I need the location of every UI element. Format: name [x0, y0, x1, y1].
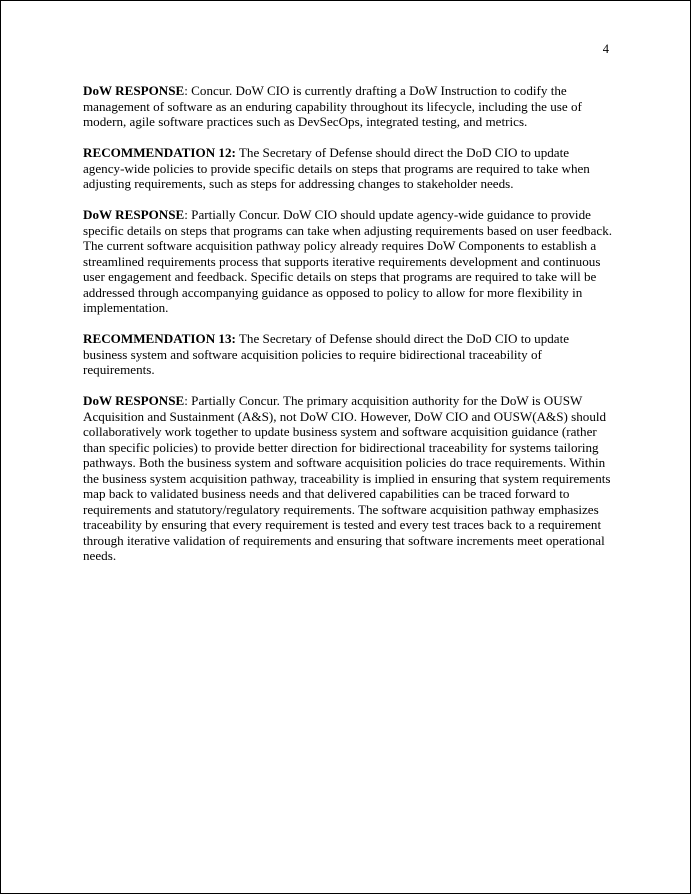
- paragraph-text: : Concur. DoW CIO is currently drafting a DoW Instruction to codify the management of software as an enduring capability throughout its lifecycle, including the use of modern, agile software practices such as DevSecOps, integrated testing, and metrics.: [83, 83, 582, 129]
- paragraph-text: The Secretary of Defense should direct the DoD CIO to update business system and software acquisition policies to require bidirectional traceability of requirements.: [83, 331, 570, 377]
- paragraph-heading: DoW RESPONSE: [83, 83, 185, 98]
- paragraph-heading: RECOMMENDATION 12:: [83, 145, 236, 160]
- recommendation-paragraph: [83, 145, 613, 192]
- response-paragraph: [83, 83, 613, 130]
- paragraph-heading: DoW RESPONSE: [83, 393, 185, 408]
- paragraph-heading: DoW RESPONSE: [83, 207, 185, 222]
- response-paragraph: [83, 207, 613, 316]
- recommendation-paragraph: [83, 331, 613, 378]
- paragraph-text: : Partially Concur. The primary acquisition authority for the DoW is OUSW Acquisition and Sustainment (A&S), not DoW CIO. However, DoW CIO and OUSW(A&S) should collaboratively work together to update business system and software acquisition guidance (rather than specific policies) to provide better direction for bidirectional traceability for systems tailoring pathways. Both the business system and software acquisition policies do trace requirements. Within the business system acquisition pathway, traceability is implied in ensuring that system requirements map back to validated business needs and that delivered capabilities can be traced forward to requirements and statutory/regulatory requirements. The software acquisition pathway emphasizes traceability by ensuring that every requirement is tested and every test traces back to a requirement through iterative validation of requirements and ensuring that software increments meet operational needs.: [83, 393, 611, 563]
- page-body: [83, 83, 613, 579]
- response-paragraph: [83, 393, 613, 564]
- paragraph-heading: RECOMMENDATION 13:: [83, 331, 236, 346]
- paragraph-text: The Secretary of Defense should direct the DoD CIO to update agency-wide policies to provide specific details on steps that programs are required to take when adjusting requirements, such as steps for addressing changes to stakeholder needs.: [83, 145, 590, 191]
- paragraph-text: : Partially Concur. DoW CIO should update agency-wide guidance to provide specific details on steps that programs can take when adjusting requirements based on user feedback. The current software acquisition pathway policy already requires DoW Components to establish a streamlined requirements process that supports iterative requirements development and continuous user engagement and feedback. Specific details on steps that programs are required to take will be addressed through accompanying guidance as opposed to policy to allow for more flexibility in implementation.: [83, 207, 613, 315]
- page-number: 4: [602, 42, 609, 56]
